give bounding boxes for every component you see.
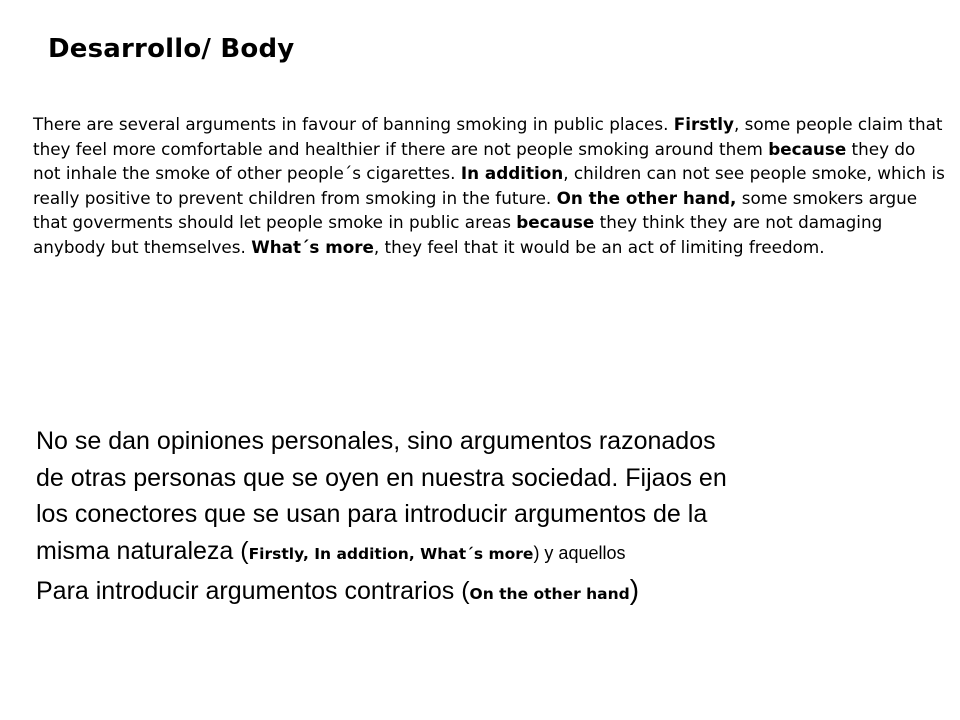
connector-list-contrary: On the other hand (469, 585, 630, 603)
commentary-line: No se dan opiniones personales, sino argumentos razonados (36, 427, 716, 455)
commentary-text: ) (629, 574, 640, 605)
connector-because: because (768, 138, 847, 159)
connector-in-addition: In addition (460, 163, 564, 183)
essay-text: some smokers argue that goverments should let people smoke in public areas (33, 187, 918, 232)
commentary-text: Para introducir argumentos contrarios ( (36, 577, 470, 605)
essay-text: There are several arguments in favour of banning smoking in public places. (33, 114, 669, 134)
commentary-block (36, 423, 941, 613)
connector-because: because (516, 212, 595, 232)
commentary-line (36, 533, 941, 573)
essay-text: , children can not see people smoke, which is really positive to prevent children from smoking in the future. (33, 163, 945, 208)
connector-on-the-other-hand: On the other hand, (556, 187, 737, 208)
essay-text: they think they are not damaging anybody but themselves. (33, 212, 883, 257)
connector-list-same: Firstly, In addition, What´s more (248, 544, 534, 563)
connector-firstly: Firstly (673, 114, 734, 134)
page-title: Desarrollo/ Body (48, 34, 295, 64)
commentary-text: misma naturaleza ( (36, 536, 249, 565)
essay-text: they do not inhale the smoke of other people´s cigarettes. (33, 138, 916, 183)
commentary-line: los conectores que se usan para introducir argumentos de la (36, 500, 708, 528)
commentary-line: de otras personas que se oyen en nuestra sociedad. Fijaos en (36, 463, 727, 492)
essay-text: , some people claim that they feel more comfortable and healthier if there are not people smoking around them (33, 114, 943, 159)
commentary-text: ) y aquellos (533, 542, 626, 563)
connector-whats-more: What´s more (251, 236, 374, 257)
essay-text: , they feel that it would be an act of limiting freedom. (373, 236, 825, 257)
essay-paragraph (33, 112, 945, 259)
commentary-line (36, 572, 941, 613)
